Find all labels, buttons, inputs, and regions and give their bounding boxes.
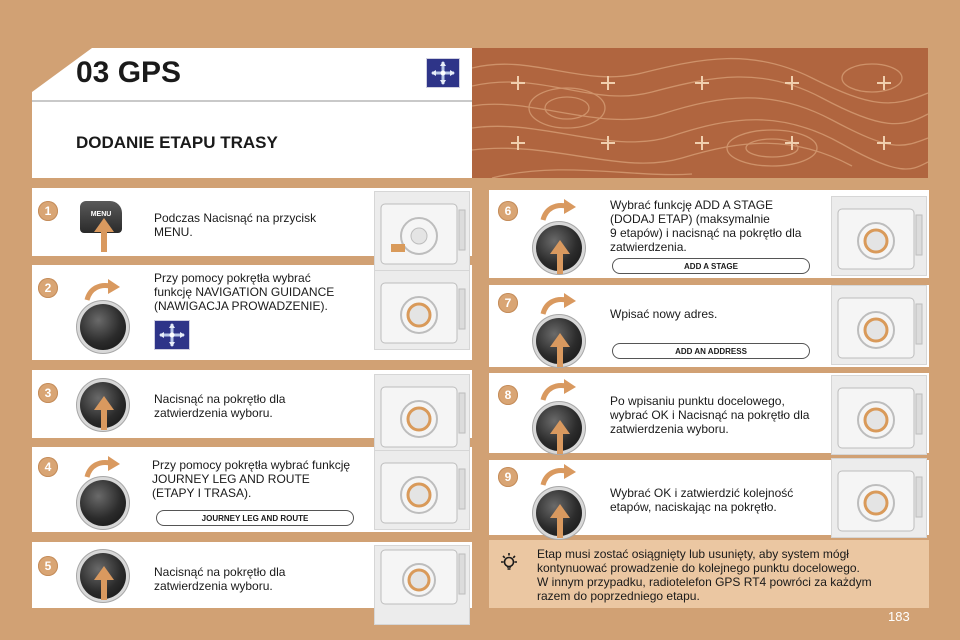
text-line: (ETAPY I TRASA).: [152, 486, 252, 500]
rotate-arrow-icon: [84, 278, 122, 302]
step-number-badge: 6: [498, 201, 518, 221]
text-line: etapów, naciskając na pokrętło.: [610, 500, 777, 514]
add-an-address-button[interactable]: ADD AN ADDRESS: [612, 343, 810, 359]
text-line: Przy pomocy pokrętła wybrać funkcję: [152, 458, 351, 472]
journey-leg-and-route-button[interactable]: JOURNEY LEG AND ROUTE: [156, 510, 354, 526]
rotate-arrow-icon: [540, 292, 578, 316]
step-text-5: [154, 565, 285, 593]
step-text-1: [154, 211, 316, 239]
step-number-badge: 8: [498, 385, 518, 405]
step-text-4: [152, 458, 350, 500]
rotary-knob-icon: [80, 304, 126, 350]
text-line: funkcję NAVIGATION GUIDANCE: [154, 285, 335, 299]
text-line: W innym przypadku, radiotelefon GPS RT4 powróci za każdym: [537, 575, 872, 589]
text-line: zatwierdzenia wyboru.: [154, 579, 273, 593]
step-text-9: [610, 486, 793, 514]
radio-panel-illustration: [374, 545, 470, 625]
text-line: Przy pomocy pokrętła wybrać: [154, 271, 311, 285]
text-line: Wybrać funkcję ADD A STAGE: [610, 198, 774, 212]
rotary-knob-icon: [80, 480, 126, 526]
text-line: zatwierdzenia wyboru.: [610, 422, 729, 436]
text-line: 9 etapów) i nacisnąć na pokrętło dla: [610, 226, 802, 240]
radio-panel-illustration: [374, 270, 470, 350]
step-text-2: [154, 271, 334, 313]
radio-panel-illustration: [831, 285, 927, 365]
step-number-badge: 1: [38, 201, 58, 221]
info-note-text: [537, 547, 917, 603]
press-arrow-icon: [97, 396, 111, 430]
text-line: razem do poprzedniego etapu.: [537, 589, 700, 603]
text-line: Etap musi zostać osiągnięty lub usunięty, aby system mógł: [537, 547, 849, 561]
radio-panel-illustration: [831, 458, 927, 538]
step-number-badge: 4: [38, 457, 58, 477]
rotate-arrow-icon: [540, 198, 578, 222]
step-number-badge: 3: [38, 383, 58, 403]
step-text-3: [154, 392, 285, 420]
text-line: wybrać OK i Nacisnąć na pokrętło dla: [610, 408, 810, 422]
text-line: JOURNEY LEG AND ROUTE: [152, 472, 310, 486]
rotate-arrow-icon: [84, 455, 122, 479]
rotate-arrow-icon: [540, 463, 578, 487]
topographic-map-banner: [472, 48, 928, 178]
radio-panel-illustration: [831, 196, 927, 276]
text-line: Nacisnąć na pokrętło dla: [154, 392, 286, 406]
press-arrow-icon: [553, 420, 567, 454]
radio-panel-illustration: [374, 191, 470, 271]
text-line: kontynuować prowadzenie do kolejnego punktu docelowego.: [537, 561, 860, 575]
radio-panel-illustration: [374, 374, 470, 454]
press-arrow-icon: [97, 218, 111, 252]
radio-panel-illustration: [374, 450, 470, 530]
step-number-badge: 5: [38, 556, 58, 576]
rotate-arrow-icon: [540, 378, 578, 402]
gps-navigation-icon: [154, 320, 190, 350]
page-number: 183: [888, 609, 910, 624]
press-arrow-icon: [553, 333, 567, 367]
add-a-stage-button[interactable]: ADD A STAGE: [612, 258, 810, 274]
text-line: zatwierdzenia wyboru.: [154, 406, 273, 420]
step-text-7: [610, 307, 717, 321]
radio-panel-illustration: [831, 375, 927, 455]
text-line: Wybrać OK i zatwierdzić kolejność: [610, 486, 794, 500]
step-number-badge: 2: [38, 278, 58, 298]
header-divider: [32, 100, 472, 102]
text-line: Po wpisaniu punktu docelowego,: [610, 394, 785, 408]
lightbulb-icon: [498, 552, 520, 574]
step-text-6: [610, 198, 801, 254]
text-line: (DODAJ ETAP) (maksymalnie: [610, 212, 770, 226]
chapter-title: 03 GPS: [76, 56, 182, 89]
press-arrow-icon: [553, 240, 567, 274]
press-arrow-icon: [553, 504, 567, 538]
text-line: (NAWIGACJA PROWADZENIE).: [154, 299, 328, 313]
text-line: zatwierdzenia.: [610, 240, 687, 254]
section-title: DODANIE ETAPU TRASY: [76, 133, 278, 152]
topographic-lines: [472, 48, 928, 178]
step-number-badge: 7: [498, 293, 518, 313]
step-text-8: [610, 394, 809, 436]
text-line: MENU.: [154, 225, 193, 239]
text-line: Wpisać nowy adres.: [610, 307, 718, 321]
step-number-badge: 9: [498, 467, 518, 487]
gps-navigation-icon: [426, 58, 460, 88]
text-line: Podczas Nacisnąć na przycisk: [154, 211, 317, 225]
press-arrow-icon: [97, 566, 111, 600]
text-line: Nacisnąć na pokrętło dla: [154, 565, 286, 579]
menu-key-label: MENU: [90, 211, 112, 218]
